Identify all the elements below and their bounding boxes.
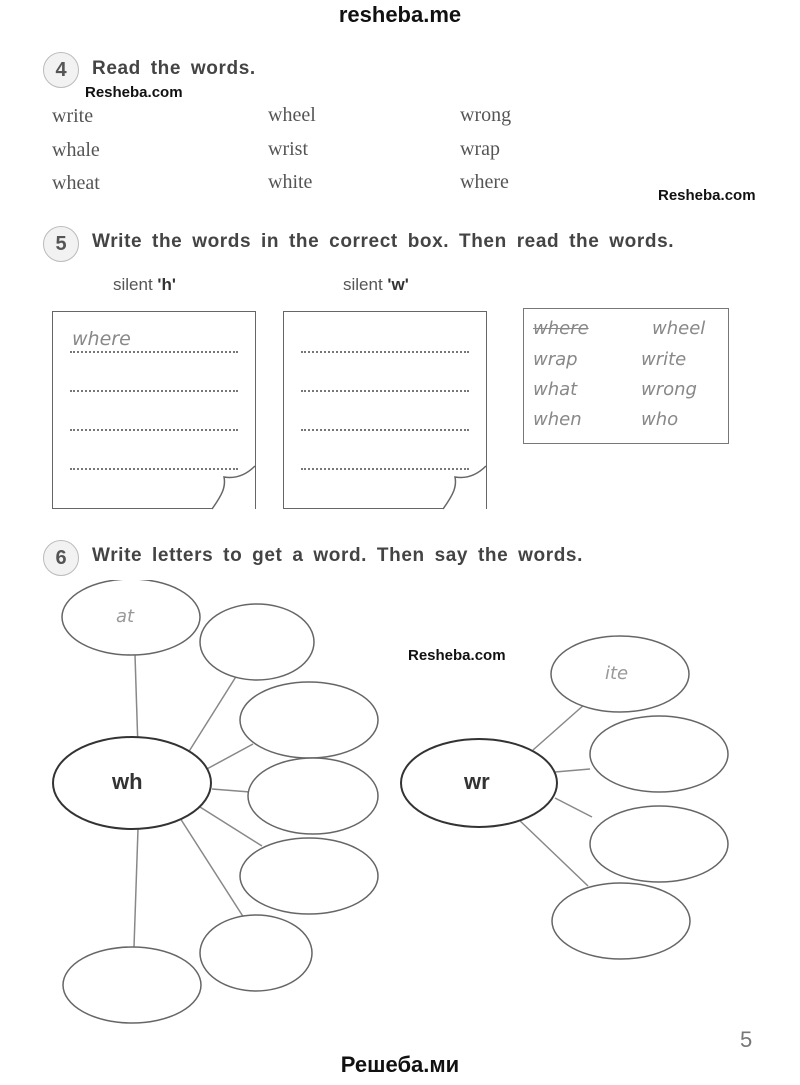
silent-h-box-curl: [212, 465, 258, 511]
connector-wh-7: [134, 829, 138, 947]
silent-h-line-1[interactable]: [70, 351, 238, 353]
bubble-wh-2: [200, 604, 314, 680]
silent-h-line-4[interactable]: [70, 468, 238, 470]
silent-w-box-curl: [443, 465, 489, 511]
word-wrong: wrong: [460, 104, 512, 126]
silent-h-line-2[interactable]: [70, 390, 238, 392]
bubble-wh-3: [240, 682, 378, 758]
bubble-text-at: at: [116, 606, 135, 627]
word-white: white: [268, 171, 313, 193]
watermark-resheba-1: Resheba.com: [85, 84, 183, 101]
bubble-wr-2: [590, 716, 728, 792]
bank-word-where: where: [533, 318, 589, 339]
task-6-number: 6: [43, 540, 79, 576]
silent-w-letter: 'w': [387, 275, 409, 294]
bank-word-what: what: [533, 379, 578, 400]
connector-wh-2: [188, 675, 237, 753]
task-6-title: Write letters to get a word. Then say the words.: [92, 545, 583, 566]
page-number: 5: [740, 1027, 753, 1052]
connector-wr-3: [555, 798, 592, 817]
center-label-wr: wr: [464, 769, 490, 794]
word-write: write: [52, 105, 94, 127]
watermark-resheba-2: Resheba.com: [658, 187, 756, 204]
silent-w-line-1[interactable]: [301, 351, 469, 353]
connector-wr-4: [517, 818, 588, 886]
bubble-text-ite: ite: [605, 663, 629, 684]
connector-wr-2: [555, 769, 590, 772]
silent-h-prefix: silent: [113, 275, 153, 294]
bubble-wr-3: [590, 806, 728, 882]
connector-wh-3: [205, 744, 253, 770]
word-wheat: wheat: [52, 172, 100, 194]
bank-word-when: when: [533, 409, 582, 430]
bank-word-wheel: wheel: [652, 318, 706, 339]
bubble-wh-7: [63, 947, 201, 1023]
connector-wh-5: [200, 807, 262, 846]
silent-w-label: [343, 275, 409, 295]
silent-w-prefix: silent: [343, 275, 383, 294]
connector-wh-4: [212, 789, 250, 792]
silent-w-line-4[interactable]: [301, 468, 469, 470]
bank-word-who: who: [641, 409, 679, 430]
watermark-bottom: Решеба.ми: [340, 1052, 460, 1077]
task-5-number: 5: [43, 226, 79, 262]
silent-h-line-3[interactable]: [70, 429, 238, 431]
task-5-title: Write the words in the correct box. Then read the words.: [92, 231, 675, 252]
center-label-wh: wh: [112, 769, 143, 794]
task-4-number: 4: [43, 52, 79, 88]
watermark-top: resheba.me: [338, 2, 462, 27]
connector-wh-1: [135, 655, 138, 749]
bank-word-wrap: wrap: [533, 349, 578, 370]
bubble-wr-4: [552, 883, 690, 959]
word-wrist: wrist: [268, 138, 308, 160]
answer-where: where: [72, 328, 131, 350]
word-wheel: wheel: [268, 104, 316, 126]
bank-word-write: write: [641, 349, 687, 370]
silent-w-line-3[interactable]: [301, 429, 469, 431]
watermark-resheba-3: Resheba.com: [408, 647, 506, 664]
bubble-wh-5: [240, 838, 378, 914]
bubble-wh-4: [248, 758, 378, 834]
silent-w-line-2[interactable]: [301, 390, 469, 392]
word-whale: whale: [52, 139, 100, 161]
connector-wr-1: [533, 704, 585, 750]
connector-wh-6: [180, 818, 244, 918]
word-where: where: [460, 171, 509, 193]
silent-h-label: [113, 275, 176, 295]
word-web-diagram: [0, 580, 800, 1050]
word-wrap: wrap: [460, 138, 500, 160]
task-4-title: Read the words.: [92, 58, 256, 79]
bank-word-wrong: wrong: [641, 379, 697, 400]
bubble-wh-6: [200, 915, 312, 991]
silent-h-letter: 'h': [157, 275, 176, 294]
